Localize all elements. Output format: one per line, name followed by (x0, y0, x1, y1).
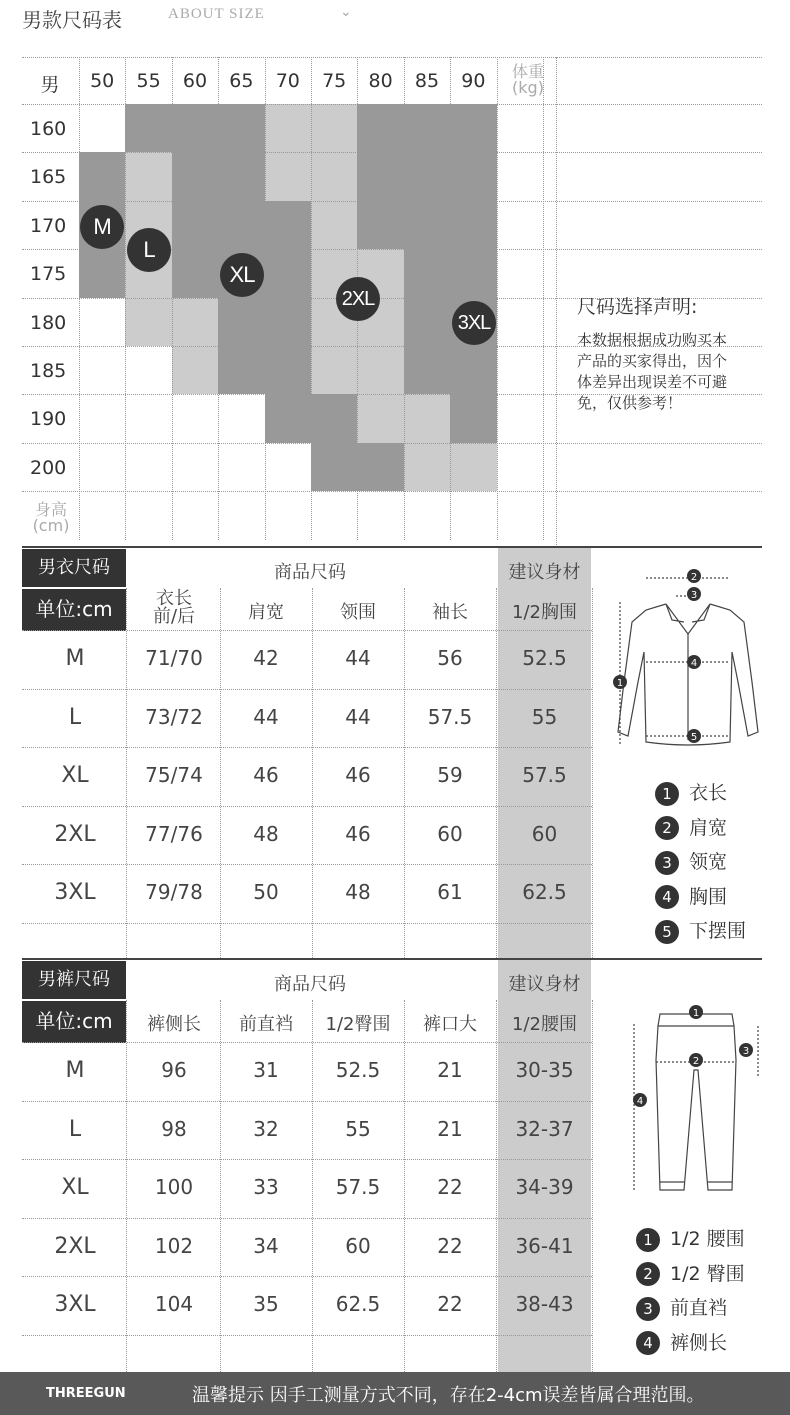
pants-table-title: 男裤尺码 (22, 961, 126, 999)
table-cell: 33 (253, 1175, 279, 1199)
table-cell: 34-39 (515, 1175, 574, 1199)
size-badge-l: L (127, 228, 171, 272)
table-top-rule (22, 958, 762, 960)
brand-logo: THREEGUN (46, 1386, 126, 1401)
table-cell: 100 (154, 1175, 194, 1199)
grid-block (404, 394, 450, 442)
table-cell: 71/70 (145, 646, 203, 670)
legend-label: 肩宽 (689, 816, 728, 839)
table-cell: 104 (154, 1292, 194, 1316)
height-label: 190 (30, 408, 67, 431)
table-cell: 36-41 (515, 1233, 574, 1258)
grid-corner-label: 男 (40, 74, 60, 96)
height-label: 160 (30, 118, 67, 140)
pants-group-header: 商品尺码 (274, 974, 346, 995)
diagram-mark-label: 5 (690, 732, 698, 743)
height-label: 175 (30, 263, 67, 286)
table-cell: 44 (345, 646, 371, 670)
legend-item (636, 1293, 727, 1321)
pants-col-hip: 1/2臀围 (325, 1014, 391, 1035)
table-cell: 73/72 (145, 704, 203, 729)
table-rule (592, 588, 593, 958)
table-cell: 44 (345, 704, 371, 729)
grid-block (357, 104, 496, 152)
table-cell: 22 (437, 1292, 463, 1316)
height-label: 200 (30, 456, 67, 479)
table-rule (404, 1000, 405, 1372)
table-cell: 52.5 (335, 1058, 381, 1082)
grid-line (497, 57, 498, 540)
weight-label: 65 (229, 70, 254, 92)
grid-block (79, 152, 125, 200)
weight-label: 70 (275, 70, 300, 92)
table-rule (220, 1000, 221, 1372)
legend-item (655, 916, 746, 944)
diagram-mark-label: 2 (692, 1056, 700, 1067)
table-cell: 62.5 (335, 1292, 381, 1316)
shirt-group-header: 商品尺码 (274, 562, 346, 583)
diagram-mark-label: 4 (690, 658, 698, 669)
table-size-label: M (65, 646, 85, 671)
legend-item (636, 1328, 727, 1356)
table-cell: 57.5 (427, 704, 473, 729)
table-rule (312, 1000, 313, 1372)
legend-item (655, 882, 727, 910)
legend-number: 5 (655, 920, 679, 944)
legend-item (655, 847, 727, 875)
table-cell: 46 (345, 821, 371, 846)
grid-block (357, 152, 496, 200)
grid-line (22, 491, 762, 492)
table-cell: 46 (253, 763, 279, 787)
chevron-down-icon: ⌄ (340, 4, 352, 20)
table-cell: 52.5 (522, 646, 567, 670)
table-cell: 46 (345, 763, 371, 787)
table-cell: 22 (437, 1233, 463, 1258)
table-rule (496, 1000, 497, 1372)
grid-line (22, 57, 762, 58)
pants-col-outseam: 裤侧长 (147, 1014, 201, 1035)
diagram-mark-label: 3 (742, 1046, 750, 1057)
table-rule (22, 630, 592, 631)
pants-col-hem: 裤口大 (423, 1014, 477, 1035)
grid-line (543, 57, 544, 540)
size-badge-m: M (80, 205, 124, 249)
grid-block (125, 104, 264, 152)
pants-table-unit: 单位:cm (22, 1001, 126, 1043)
grid-line (22, 152, 762, 153)
table-cell: 48 (345, 880, 371, 904)
table-cell: 34 (253, 1233, 279, 1258)
legend-number: 3 (655, 851, 679, 875)
grid-line (311, 57, 312, 540)
legend-label: 衣长 (689, 782, 728, 804)
table-size-label: L (68, 704, 82, 730)
grid-line (218, 57, 219, 540)
shirt-diagram (606, 562, 770, 762)
legend-number: 1 (636, 1228, 660, 1252)
table-cell: 60 (345, 1233, 371, 1258)
grid-block (172, 346, 218, 394)
table-cell: 55 (531, 704, 558, 729)
table-cell: 96 (161, 1058, 187, 1082)
table-rule (22, 806, 592, 807)
table-cell: 31 (253, 1058, 279, 1082)
grid-line (556, 57, 557, 545)
size-badge-3xl: 3XL (452, 301, 496, 345)
table-cell: 57.5 (335, 1175, 381, 1199)
table-cell: 56 (437, 646, 463, 670)
legend-label: 1/2 臀围 (670, 1262, 745, 1285)
table-cell: 60 (531, 821, 558, 846)
diagram-mark-label: 1 (692, 1008, 700, 1019)
grid-block (265, 201, 311, 249)
table-cell: 50 (253, 880, 279, 904)
table-size-label: 2XL (54, 1233, 96, 1259)
legend-number: 1 (655, 782, 679, 806)
size-badge-xl: XL (220, 253, 264, 297)
legend-label: 1/2 腰围 (670, 1228, 745, 1250)
legend-item (636, 1259, 745, 1287)
table-cell: 55 (345, 1116, 371, 1141)
legend-number: 2 (655, 816, 679, 840)
table-rule (22, 1101, 592, 1102)
grid-line (22, 443, 762, 444)
shirt-col-length: 衣长 前/后 (152, 588, 196, 627)
table-cell: 48 (253, 821, 279, 846)
shirt-col-shoulder: 肩宽 (248, 602, 284, 623)
table-cell: 60 (437, 821, 463, 846)
diagram-mark-label: 2 (690, 572, 698, 583)
size-badge-2xl: 2XL (336, 277, 380, 321)
table-rule (22, 747, 592, 748)
table-rule (126, 588, 127, 958)
table-cell: 75/74 (145, 763, 203, 787)
shirt-col-sleeve: 袖长 (432, 602, 468, 623)
table-size-label: 3XL (54, 880, 96, 905)
weight-label: 85 (414, 70, 440, 92)
table-cell: 98 (161, 1116, 187, 1141)
weight-label: 50 (90, 70, 115, 92)
weight-label: 80 (368, 70, 393, 92)
grid-line (79, 57, 80, 540)
table-rule (496, 588, 497, 958)
table-cell: 21 (437, 1116, 463, 1141)
table-cell: 102 (154, 1233, 194, 1258)
table-rule (22, 864, 592, 865)
table-size-label: M (65, 1058, 85, 1083)
table-rule (592, 1000, 593, 1372)
weight-label: 60 (182, 70, 208, 92)
height-label: 170 (30, 214, 67, 237)
pants-suggest-header: 建议身材 (508, 974, 581, 995)
legend-number: 4 (655, 885, 679, 909)
table-size-label: 2XL (54, 821, 96, 847)
grid-line (404, 57, 405, 540)
pants-col-rise: 前直裆 (239, 1014, 293, 1035)
table-rule (22, 1218, 592, 1219)
table-top-rule (22, 546, 762, 548)
legend-label: 领宽 (689, 851, 728, 873)
shirt-suggest-header: 建议身材 (508, 562, 581, 583)
weight-unit-label: 体重 (kg) (511, 62, 544, 97)
height-label: 165 (30, 166, 67, 189)
table-cell: 44 (253, 704, 279, 729)
grid-line (22, 201, 762, 202)
grid-block (357, 201, 496, 249)
weight-label: 55 (136, 70, 161, 92)
legend-label: 下摆围 (689, 920, 747, 942)
pants-diagram (626, 1000, 766, 1200)
table-size-label: L (68, 1116, 82, 1142)
grid-line (22, 104, 762, 105)
table-cell: 59 (437, 763, 463, 787)
table-cell: 30-35 (515, 1058, 574, 1082)
table-rule (22, 689, 592, 690)
size-note-title: 尺码选择声明: (577, 296, 698, 318)
legend-item (636, 1224, 745, 1252)
footer-bar (0, 1372, 790, 1415)
table-cell: 57.5 (522, 763, 567, 787)
grid-line (172, 57, 173, 540)
shirt-col-collar: 领围 (340, 602, 376, 623)
shirt-table-title: 男衣尺码 (22, 549, 126, 587)
table-size-label: XL (61, 1175, 89, 1200)
height-unit-label: 身高 (cm) (32, 500, 70, 535)
table-rule (22, 1335, 592, 1336)
grid-block (125, 152, 171, 200)
grid-block (450, 394, 496, 442)
legend-label: 胸围 (689, 885, 728, 908)
footer-tip: 温馨提示 因手工测量方式不同，存在2-4cm误差皆属合理范围。 (192, 1385, 705, 1406)
table-cell: 35 (253, 1292, 279, 1316)
grid-block (79, 249, 125, 297)
size-note-body: 本数据根据成功购买本产品的买家得出，因个体差异出现误差不可避免，仅供参考！ (577, 331, 728, 412)
table-cell: 21 (437, 1058, 463, 1082)
weight-label: 90 (461, 70, 486, 92)
table-cell: 32-37 (515, 1116, 574, 1141)
diagram-mark-label: 1 (616, 678, 624, 689)
grid-line (125, 57, 126, 540)
table-size-label: 3XL (54, 1292, 96, 1317)
table-rule (22, 1276, 592, 1277)
table-rule (220, 588, 221, 958)
table-cell: 32 (253, 1116, 279, 1141)
table-size-label: XL (61, 763, 89, 788)
diagram-mark-label: 3 (690, 590, 698, 601)
weight-label: 75 (322, 70, 347, 92)
shirt-col-chest: 1/2胸围 (512, 602, 577, 623)
legend-number: 3 (636, 1297, 660, 1321)
table-cell: 79/78 (145, 880, 203, 904)
table-cell: 22 (437, 1175, 463, 1199)
table-cell: 61 (437, 880, 463, 904)
legend-number: 2 (636, 1262, 660, 1286)
table-cell: 77/76 (145, 821, 203, 846)
table-rule (404, 588, 405, 958)
legend-label: 前直裆 (670, 1297, 728, 1319)
table-cell: 38-43 (515, 1292, 574, 1316)
table-cell: 62.5 (522, 880, 567, 904)
grid-block (357, 394, 403, 442)
legend-item (655, 778, 727, 806)
diagram-mark-label: 4 (636, 1096, 644, 1107)
shirt-table-unit: 单位:cm (22, 589, 126, 631)
table-cell: 42 (253, 646, 279, 670)
table-rule (22, 1042, 592, 1043)
grid-line (450, 57, 451, 540)
page-subtitle: ABOUT SIZE (168, 6, 265, 22)
table-rule (22, 923, 592, 924)
table-rule (312, 588, 313, 958)
table-rule (22, 1159, 592, 1160)
pants-col-waist: 1/2腰围 (512, 1014, 577, 1035)
height-label: 185 (30, 360, 67, 382)
height-label: 180 (30, 311, 67, 334)
legend-number: 4 (636, 1331, 660, 1355)
table-rule (126, 1000, 127, 1372)
page-title: 男款尺码表 (22, 8, 122, 32)
grid-line (265, 57, 266, 540)
grid-block (311, 201, 357, 249)
legend-item (655, 813, 727, 841)
legend-label: 裤侧长 (670, 1331, 728, 1354)
